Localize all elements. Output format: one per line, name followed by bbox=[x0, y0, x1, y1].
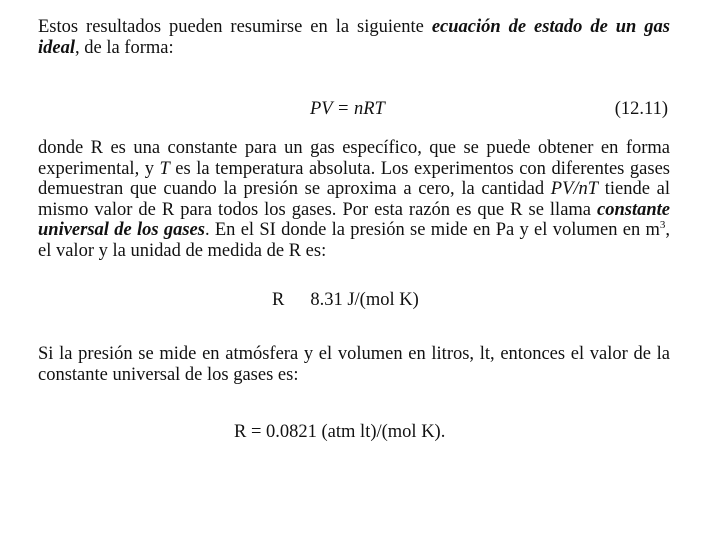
intro-text-end: , de la forma: bbox=[75, 37, 174, 58]
explanation-text-2: es la temperatura absoluta. Los experimentos con diferentes gases demuestran que cuando la presión se aproxima a cero, la cantidad bbox=[38, 158, 670, 199]
explanation-text-3: tiende al mismo valor de R para todos los gases. Por esta razón es que R se llama bbox=[38, 179, 670, 220]
r-atm-equation: R = 0.0821 (atm lt)/(mol K). bbox=[234, 422, 446, 442]
r-value-si bbox=[272, 290, 419, 311]
r-value-atm bbox=[234, 422, 445, 443]
ideal-gas-formula: PV = nRT bbox=[310, 99, 385, 119]
temperature-variable: T bbox=[159, 158, 170, 179]
explanation-paragraph bbox=[38, 138, 670, 261]
explanation-text-1: donde R es una constante para un gas específico, que se puede obtener en forma experimental, y bbox=[38, 138, 670, 179]
intro-text: Estos resultados pueden resumirse en la siguiente bbox=[38, 17, 432, 37]
universal-gas-constant-term: constante universal de los gases bbox=[38, 199, 670, 240]
atm-paragraph bbox=[38, 344, 670, 385]
pv-nt-ratio: PV/nT bbox=[550, 179, 599, 199]
ideal-gas-equation-term: ecuación de estado de un gas ideal bbox=[38, 17, 670, 58]
r-si-value: 8.31 J/(mol K) bbox=[310, 290, 419, 310]
atm-text: Si la presión se mide en atmósfera y el volumen en litros, lt, entonces el valor de la constante universal de los gases es: bbox=[38, 344, 670, 385]
equation-12-11 bbox=[38, 99, 670, 123]
explanation-text-5: , el valor y la unidad de medida de R es: bbox=[38, 220, 670, 261]
intro-paragraph bbox=[38, 17, 670, 58]
explanation-text-4: . En el SI donde la presión se mide en Pa y el volumen en m bbox=[204, 220, 660, 240]
r-symbol: R bbox=[272, 290, 285, 310]
cubic-superscript: 3 bbox=[659, 218, 666, 231]
equation-number: (12.11) bbox=[614, 99, 668, 119]
